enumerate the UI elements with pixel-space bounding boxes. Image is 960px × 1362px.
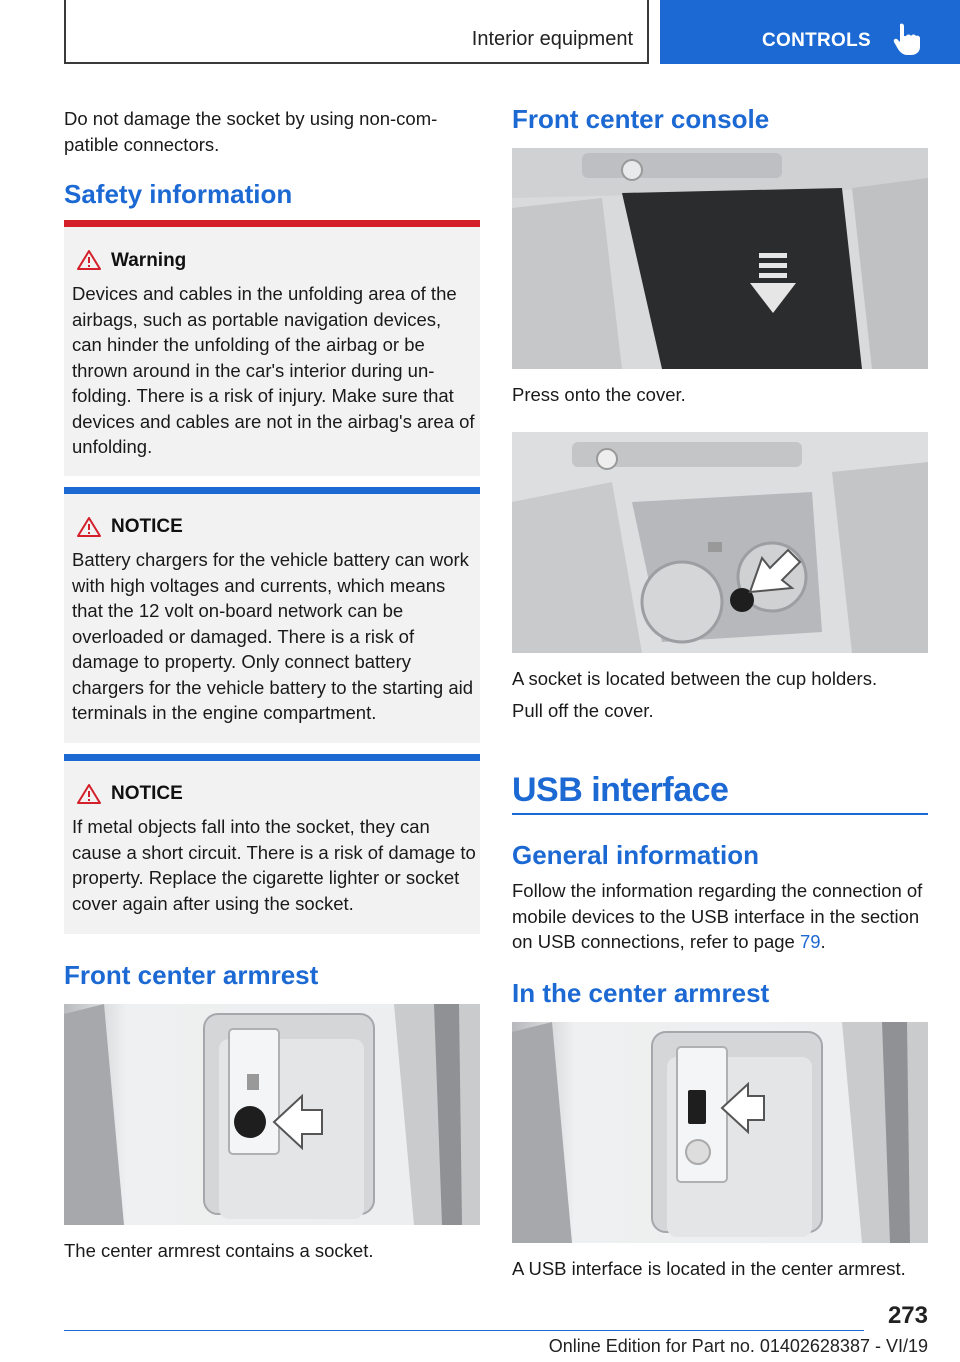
warning-box [64,220,480,476]
pointing-hand-icon [892,22,922,56]
warning-triangle-icon [76,249,102,271]
footer-edition: Online Edition for Part no. 01402628387 - VI/19 [548,1336,928,1356]
intro-text: Do not damage the socket by using non-com-patible connectors. [64,108,438,155]
console-caption-pull: Pull off the cover. [512,700,654,721]
notice-box-metal [64,754,480,934]
notice-title: NOTICE [111,516,183,537]
usb-caption: A USB interface is located in the center armrest. [512,1258,906,1279]
notice-triangle-icon [76,783,102,805]
warning-bar [64,220,480,227]
armrest-socket-image [64,1004,480,1225]
notice-text: Battery chargers for the vehicle battery can work with high voltages and currents, which means that the 12 volt on-board network can be overloaded or damaged. There is a risk of damage to property. Only connect battery chargers for the vehicle battery to the starting aid terminals in the engine compartment. [72,549,474,723]
header-chapter-tab[interactable] [660,0,960,64]
page-number: 273 [887,1302,928,1329]
usb-interface-heading: USB interface [512,771,729,809]
console-caption-socket: A socket is located between the cup holders. [512,668,878,689]
warning-text: Devices and cables in the unfolding area of the airbags, such as portable navigation devices, can hinder the unfolding of the airbag or be thrown around in the car's interior during un-folding. There is a risk of injury. Make sure that devices and cables are not in the airbag's area of unfolding. [72,283,475,457]
console-cupholder-socket-image [512,432,928,653]
notice-box-battery [64,487,480,743]
console-caption-press: Press onto the cover. [512,384,686,405]
notice-bar [64,754,480,761]
usb-heading-rule [512,813,928,815]
page-ref-link[interactable]: 79 [799,931,821,952]
notice-title: NOTICE [111,783,183,804]
console-cover-image [512,148,928,369]
notice-text: If metal objects fall into the socket, they can cause a short circuit. There is a risk of damage to property. Replace the cigarette lighter or socket cover again after using the socket. [72,816,476,914]
header-chapter-title: CONTROLS [762,30,872,51]
notice-triangle-icon [76,516,102,538]
in-the-center-armrest-heading: In the center armrest [512,978,770,1008]
armrest-caption: The center armrest contains a socket. [64,1240,374,1261]
header-section-title: Interior equipment [471,28,633,50]
header-section-box [64,0,649,64]
front-center-armrest-heading: Front center armrest [64,960,319,990]
safety-information-heading: Safety information [64,179,293,209]
general-information-body: Follow the information regarding the connection of mobile devices to the USB interface in the section on USB connections, refer to page [512,880,923,952]
warning-title: Warning [111,250,187,271]
general-information-end: . [820,931,826,952]
footer-rule [64,1330,864,1331]
general-information-text [512,878,928,955]
front-center-console-heading: Front center console [512,104,770,134]
general-information-heading: General information [512,840,760,870]
armrest-usb-image [512,1022,928,1243]
notice-bar [64,487,480,494]
